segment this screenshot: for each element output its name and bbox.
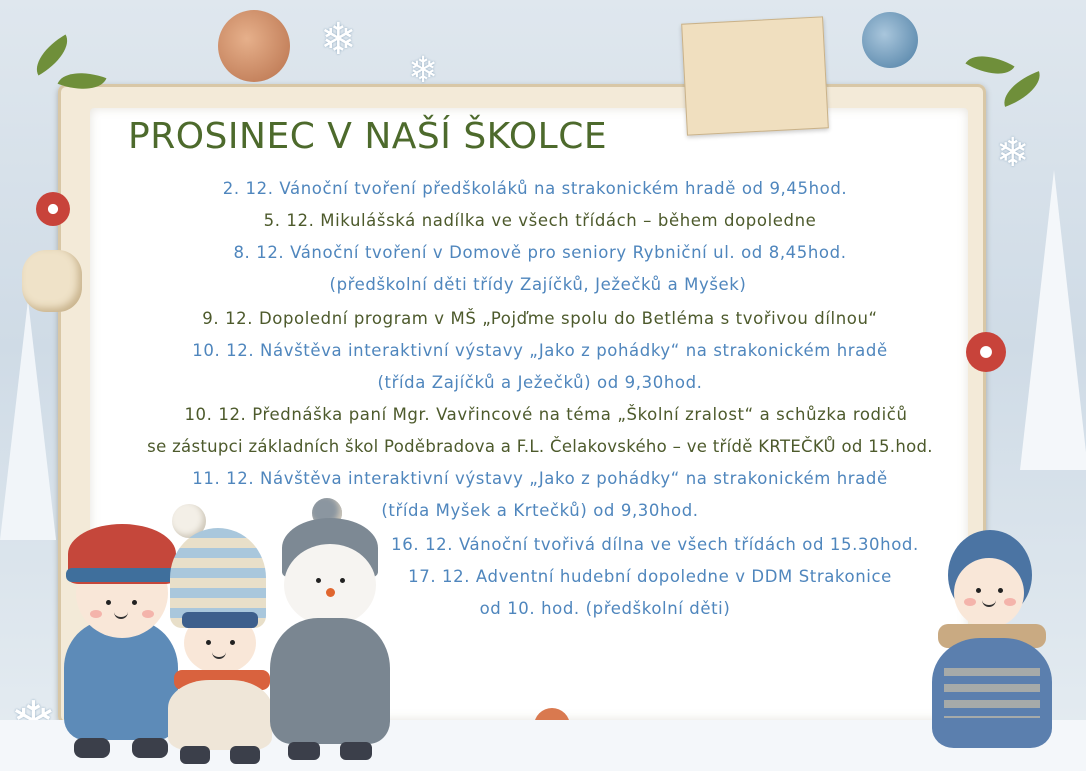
snowflake-icon: ❄ <box>320 14 357 65</box>
event-line: 8. 12. Vánoční tvoření v Domově pro seniory Rybniční ul. od 8,45hod. <box>233 243 847 262</box>
event-line: (třída Myšek a Krtečků) od 9,30hod. <box>381 501 699 520</box>
event-line: 10. 12. Přednáška paní Mgr. Vavřincové na téma „Školní zralost“ a schůzka rodičů <box>184 405 908 424</box>
event-line: 9. 12. Dopolední program v MŠ „Pojďme spolu do Betléma s tvořivou dílnou“ <box>202 309 878 328</box>
bread-roll-icon <box>22 250 82 312</box>
event-line: 5. 12. Mikulášská nadílka ve všech třídách – během dopoledne <box>263 211 817 230</box>
event-line: 17. 12. Adventní hudební dopoledne v DDM Strakonice <box>408 567 892 586</box>
pine-tree-icon <box>0 300 56 540</box>
event-line: se zástupci základních škol Poděbradova a F.L. Čelakovského – ve třídě KRTEČKŮ od 15.hod. <box>147 437 933 456</box>
event-line: od 10. hod. (předškolní děti) <box>479 599 731 618</box>
blue-ornament-icon <box>862 12 918 68</box>
pine-tree-icon <box>1020 170 1086 470</box>
child-illustration-icon <box>268 498 394 760</box>
page-title: PROSINEC V NAŠÍ ŠKOLCE <box>128 116 608 157</box>
candy-ornament-icon <box>36 192 70 226</box>
note-paper-icon <box>681 16 829 135</box>
holly-leaf-icon <box>998 71 1047 107</box>
holly-leaf-icon <box>27 34 76 75</box>
event-line: 10. 12. Návštěva interaktivní výstavy „Jako z pohádky“ na strakonickém hradě <box>192 341 888 360</box>
snowflake-icon: ❄ <box>996 130 1030 176</box>
event-line: (předškolní děti třídy Zajíčků, Ježečků a Myšek) <box>329 275 747 294</box>
child-illustration-icon <box>924 528 1064 758</box>
candy-ornament-icon <box>966 332 1006 372</box>
event-line: 2. 12. Vánoční tvoření předškoláků na strakonickém hradě od 9,45hod. <box>222 179 848 198</box>
snowflake-icon: ❄ <box>408 50 439 91</box>
event-line: (třída Zajíčků a Ježečků) od 9,30hod. <box>377 373 703 392</box>
holly-leaf-icon <box>965 44 1014 85</box>
event-line: 16. 12. Vánoční tvořivá dílna ve všech třídách od 15.30hod. <box>391 535 919 554</box>
ornament-ball-icon <box>218 10 290 82</box>
event-line: 11. 12. Návštěva interaktivní výstavy „Jako z pohádky“ na strakonickém hradě <box>192 469 888 488</box>
